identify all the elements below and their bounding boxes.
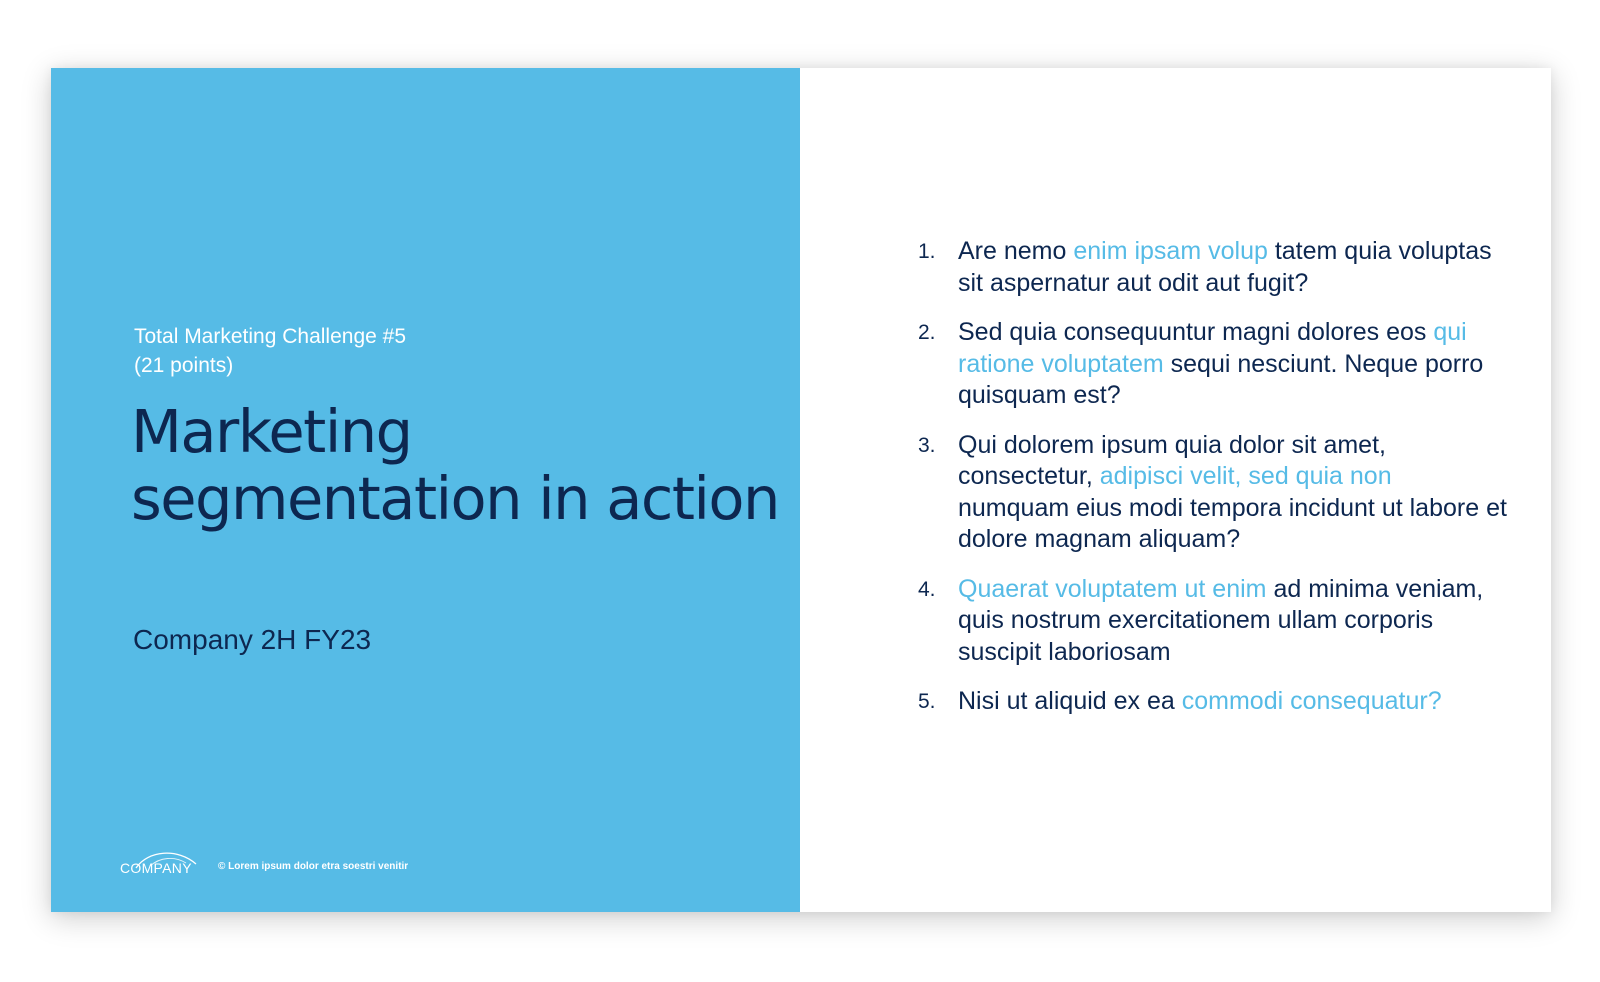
question-highlight: commodi consequatur? [1181,687,1442,715]
company-logo [120,846,202,876]
title-panel [51,68,800,912]
questions-panel [800,68,1551,912]
question-number: 5. [918,690,936,713]
question-number: 2. [918,321,936,344]
question-text: Nisi ut aliquid ex ea [958,687,1182,715]
challenge-points-line: (21 points) [134,354,234,377]
challenge-label-line: Total Marketing Challenge #5 [134,325,406,348]
questions-list [918,236,1508,736]
question-text: Are nemo [958,237,1074,265]
question-number: 3. [918,433,936,457]
question-highlight: adipisci velit, sed quia non [1099,462,1392,490]
question-highlight: Quaerat voluptatem ut enim [958,574,1267,603]
slide-title-line: segmentation in action [131,464,779,533]
question-highlight: enim ipsam volup [1073,237,1268,265]
question-highlight: qui ratione voluptatem [958,318,1467,378]
logo-wordmark: COMPANY [120,860,192,876]
question-item [918,430,1508,556]
slide-footer [120,846,408,876]
slide [51,68,1551,912]
question-text: Qui dolorem ipsum quia dolor sit amet, consectetur, [958,430,1386,490]
slide-title [131,397,779,533]
question-item [918,236,1508,299]
question-number: 4. [918,577,936,601]
slide-title-line: Marketing [131,397,412,466]
question-item [918,574,1508,669]
copyright-text: © Lorem ipsum dolor etra soestri venitir [218,861,409,872]
question-item [918,686,1508,718]
question-text: numquam eius modi tempora incidunt ut labore et dolore magnam aliquam? [958,493,1507,553]
question-text: Sed quia consequuntur magni dolores eos [958,318,1434,346]
question-number: 1. [918,240,936,263]
question-item [918,317,1508,412]
question-text: tatem quia voluptas sit aspernatur aut odit aut fugit? [958,237,1492,297]
slide-subtitle: Company 2H FY23 [133,624,372,655]
challenge-label [134,322,734,380]
question-text: sequi nesciunt. Neque porro quisquam est? [958,349,1484,409]
question-text: ad minima veniam, quis nostrum exercitationem ullam corporis suscipit laboriosam [958,574,1484,666]
